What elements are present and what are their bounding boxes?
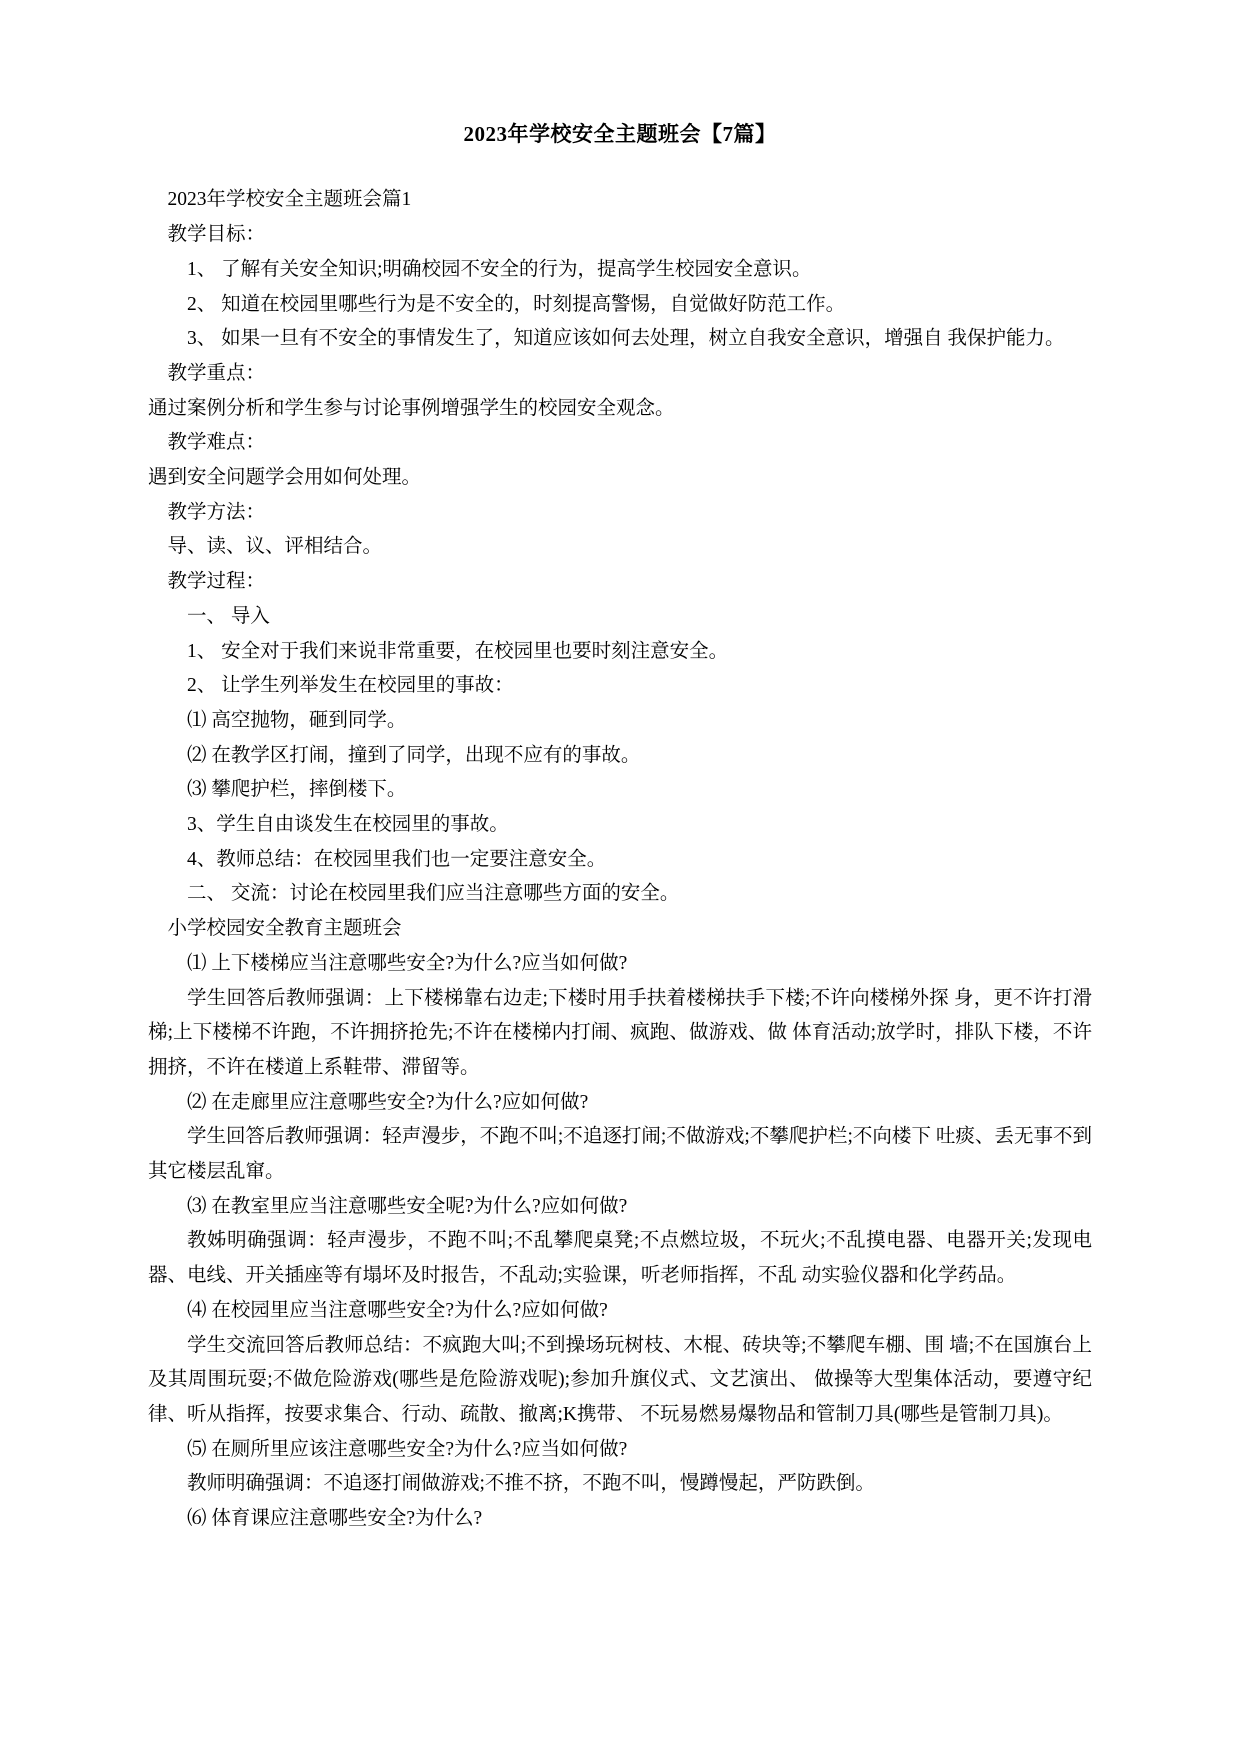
- page-title: 2023年学校安全主题班会【7篇】: [463, 122, 777, 146]
- paragraph-1: 2023年学校安全主题班会篇1: [167, 189, 412, 211]
- paragraph-28: 教姊明确强调：轻声漫步，不跑不叫;不乱攀爬桌凳;不点燃垃圾，不玩火;不乱摸电器、电器开关;发现电器、电线、开关插座等有塌坏及时报告，不乱动;实验课，听老师指挥，不乱 动实验仪器和化学药品。: [148, 1230, 1092, 1287]
- paragraph-20: 4、教师总结：在校园里我们也一定要注意安全。: [187, 848, 607, 870]
- paragraph-29: ⑷ 在校园里应当注意哪些安全?为什么?应如何做?: [187, 1299, 608, 1321]
- paragraph-31: ⑸ 在厕所里应该注意哪些安全?为什么?应当如何做?: [187, 1438, 628, 1460]
- paragraph-26: 学生回答后教师强调：轻声漫步，不跑不叫;不追逐打闹;不做游戏;不攀爬护栏;不向楼下 吐痰、丢无事不到其它楼层乱窜。: [148, 1126, 1092, 1183]
- paragraph-30: 学生交流回答后教师总结：不疯跑大叫;不到操场玩树枝、木棍、砖块等;不攀爬车棚、围 墙;不在国旗台上及其周围玩耍;不做危险游戏(哪些是危险游戏呢);参加升旗仪式、文艺演出、 做操等大型集体活动，要遵守纪律、听从指挥，按要求集合、行动、疏散、撤离;K携带、 不玩易燃易爆物品和管制刀具(哪些是管制刀具)。: [148, 1334, 1092, 1425]
- paragraph-19: 3、学生自由谈发生在校园里的事故。: [187, 814, 509, 836]
- paragraph-9: 遇到安全问题学会用如何处理。: [148, 467, 422, 489]
- paragraph-12: 教学过程：: [167, 571, 266, 593]
- paragraph-21: 二、 交流：讨论在校园里我们应当注意哪些方面的安全。: [187, 883, 680, 905]
- paragraph-3: 1、 了解有关安全知识;明确校园不安全的行为，提高学生校园安全意识。: [187, 258, 812, 280]
- paragraph-16: ⑴ 高空抛物，砸到同学。: [187, 709, 407, 731]
- paragraph-25: ⑵ 在走廊里应注意哪些安全?为什么?应如何做?: [187, 1091, 589, 1113]
- paragraph-14: 1、 安全对于我们来说非常重要，在校园里也要时刻注意安全。: [187, 640, 729, 662]
- document-body: [148, 183, 1092, 1536]
- paragraph-6: 教学重点：: [167, 362, 266, 384]
- paragraph-11: 导、读、议、评相结合。: [167, 536, 383, 558]
- paragraph-13: 一、 导入: [187, 605, 270, 627]
- paragraph-22: 小学校园安全教育主题班会: [167, 918, 402, 940]
- paragraph-4: 2、 知道在校园里哪些行为是不安全的，时刻提高警惕，自觉做好防范工作。: [187, 293, 846, 315]
- paragraph-27: ⑶ 在教室里应当注意哪些安全呢?为什么?应如何做?: [187, 1195, 628, 1217]
- paragraph-10: 教学方法：: [167, 501, 266, 523]
- paragraph-15: 2、 让学生列举发生在校园里的事故：: [187, 675, 514, 697]
- paragraph-8: 教学难点：: [167, 432, 266, 454]
- paragraph-2: 教学目标：: [167, 224, 266, 246]
- paragraph-23: ⑴ 上下楼梯应当注意哪些安全?为什么?应当如何做?: [187, 952, 628, 974]
- paragraph-7: 通过案例分析和学生参与讨论事例增强学生的校园安全观念。: [148, 397, 675, 419]
- paragraph-17: ⑵ 在教学区打闹，撞到了同学，出现不应有的事故。: [187, 744, 641, 766]
- paragraph-18: ⑶ 攀爬护栏，摔倒楼下。: [187, 779, 407, 801]
- paragraph-33: ⑹ 体育课应注意哪些安全?为什么?: [187, 1508, 483, 1530]
- paragraph-24: 学生回答后教师强调：上下楼梯靠右边走;下楼时用手扶着楼梯扶手下楼;不许向楼梯外探 身，更不许打滑梯;上下楼梯不许跑，不许拥挤抢先;不许在楼梯内打闹、疯跑、做游戏、做 体育活动;放学时，排队下楼，不许拥挤，不许在楼道上系鞋带、滞留等。: [148, 987, 1092, 1078]
- paragraph-32: 教师明确强调：不追逐打闹做游戏;不推不挤，不跑不叫，慢蹲慢起，严防跌倒。: [187, 1473, 875, 1495]
- paragraph-5: 3、 如果一旦有不安全的事情发生了，知道应该如何去处理，树立自我安全意识，增强自 我保护能力。: [187, 328, 1065, 350]
